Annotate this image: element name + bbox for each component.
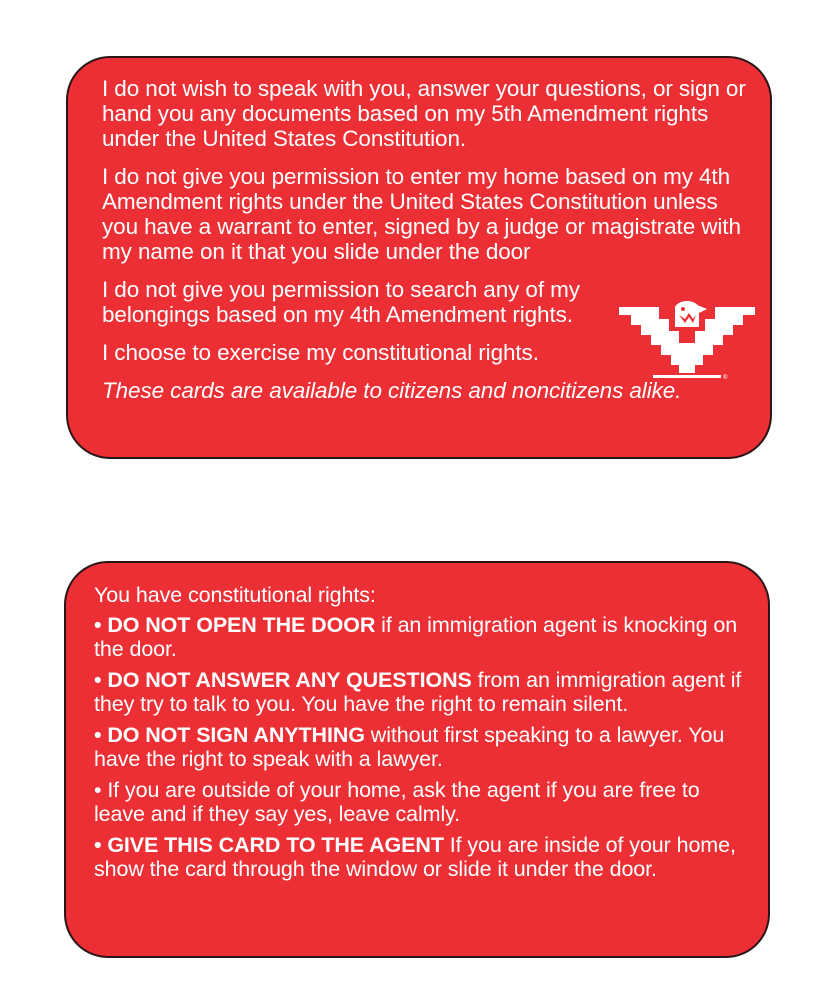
bullet-4: • bbox=[94, 833, 108, 857]
bold-instruction: DO NOT OPEN THE DOOR bbox=[107, 613, 376, 637]
bold-instruction: DO NOT ANSWER ANY QUESTIONS bbox=[107, 668, 472, 692]
bold-instruction: GIVE THIS CARD TO THE AGENT bbox=[107, 833, 444, 857]
bullet-2: • bbox=[94, 723, 108, 747]
paragraph-fourth-amendment-search: I do not give you permission to search any of my belongings based on my 4th Amendment rights. bbox=[102, 277, 580, 327]
bullet-0: • bbox=[94, 613, 108, 637]
bullet-1: • bbox=[94, 668, 108, 692]
bullet-3: • bbox=[94, 778, 108, 802]
instruction-text: without first speaking to a lawyer. You have the right to speak with a lawyer. bbox=[94, 723, 725, 771]
rights-intro: You have constitutional rights: bbox=[94, 583, 376, 607]
registered-mark: ® bbox=[723, 375, 728, 379]
list-item bbox=[94, 613, 754, 661]
paragraph-fourth-amendment-home: I do not give you permission to enter my home based on my 4th Amendment rights under the United States Constitution unless you have a warrant to enter, signed by a judge or magistrate with my name on it that you slide under the door bbox=[102, 164, 741, 264]
instruction-text: from an immigration agent if they try to talk to you. You have the right to remain silent. bbox=[94, 668, 742, 716]
bold-instruction: DO NOT SIGN ANYTHING bbox=[107, 723, 365, 747]
instruction-text: if an immigration agent is knocking on the door. bbox=[94, 613, 738, 661]
availability-note: These cards are available to citizens and noncitizens alike. bbox=[102, 378, 682, 403]
paragraph-fifth-amendment: I do not wish to speak with you, answer your questions, or sign or hand you any documents based on my 5th Amendment rights under the United States Constitution. bbox=[102, 76, 746, 151]
list-item bbox=[94, 833, 754, 881]
rights-card-back bbox=[64, 561, 770, 958]
instruction-text: If you are outside of your home, ask the agent if you are free to leave and if they say yes, leave calmly. bbox=[94, 778, 700, 826]
ufw-eagle-icon bbox=[619, 301, 755, 379]
paragraph-exercise-rights: I choose to exercise my constitutional rights. bbox=[102, 340, 539, 365]
rights-card-front bbox=[66, 56, 772, 459]
list-item bbox=[94, 723, 754, 771]
list-item bbox=[94, 778, 754, 826]
list-item bbox=[94, 668, 754, 716]
instruction-text: If you are inside of your home, show the card through the window or slide it under the door. bbox=[94, 833, 736, 881]
